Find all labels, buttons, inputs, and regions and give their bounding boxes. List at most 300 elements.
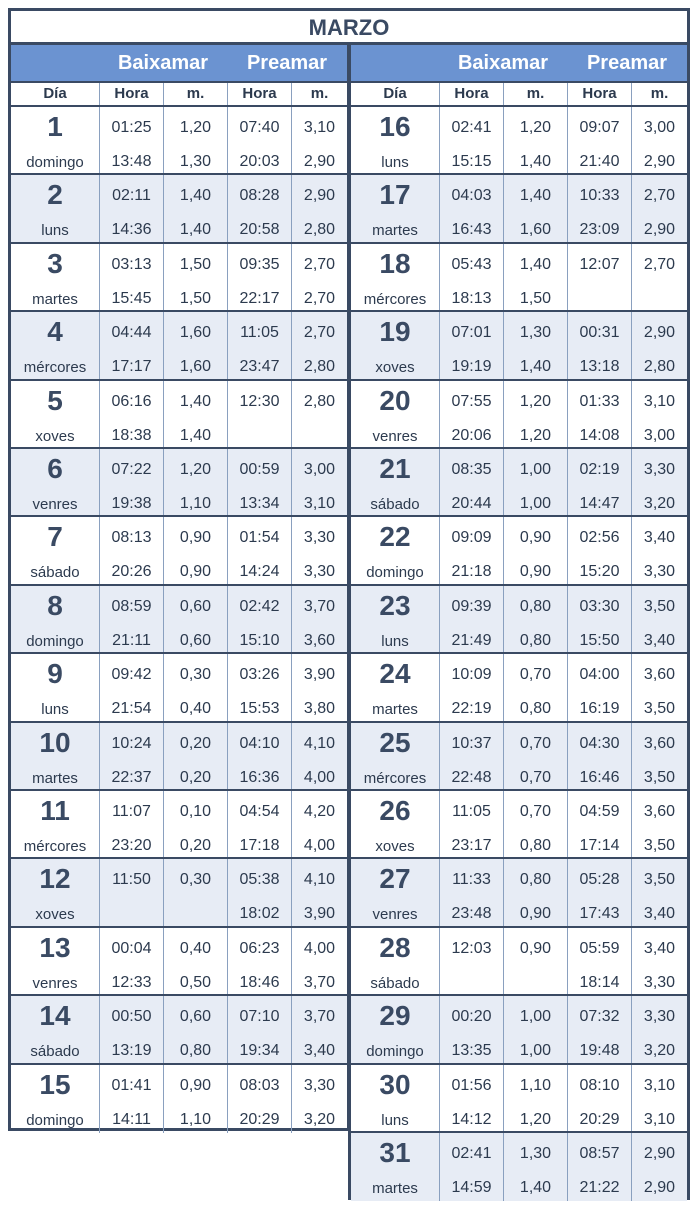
high-tide-time-cell	[227, 859, 291, 925]
low-tide-height: 0,20	[179, 734, 212, 752]
day-row	[351, 928, 687, 996]
low-tide-height: 1,40	[179, 187, 212, 205]
column-header-row	[11, 81, 347, 107]
low-tide-time-cell	[99, 381, 163, 447]
dia-header: Día	[43, 85, 67, 102]
high-tide-time-cell	[227, 928, 291, 994]
preamar-header: Preamar	[246, 52, 328, 74]
low-tide-time: 14:12	[451, 1110, 492, 1128]
high-tide-height-cell	[631, 654, 687, 720]
low-tide-height-cell	[163, 449, 227, 515]
weekday-name: venres	[372, 427, 418, 445]
high-tide-height-cell	[291, 928, 347, 994]
day-cell	[351, 723, 439, 789]
day-cell	[11, 586, 99, 652]
high-tide-height-cell	[631, 517, 687, 583]
high-tide-height-cell	[631, 107, 687, 173]
day-number: 1	[47, 111, 63, 142]
day-number: 8	[47, 589, 63, 621]
day-cell	[351, 1065, 439, 1131]
day-row	[351, 1065, 687, 1133]
weekday-name: sábado	[30, 564, 80, 582]
high-tide-time: 18:14	[579, 973, 620, 991]
high-tide-time-cell	[227, 586, 291, 652]
high-tide-height: 2,90	[643, 324, 676, 342]
low-tide-height-cell	[503, 996, 567, 1062]
low-tide-height-cell	[503, 1065, 567, 1131]
low-tide-height: 0,20	[179, 837, 212, 854]
high-tide-time-cell	[567, 517, 631, 583]
month-title: MARZO	[8, 8, 690, 42]
low-tide-height: 0,80	[519, 631, 552, 649]
low-tide-height: 0,60	[179, 1008, 212, 1026]
high-tide-height: 3,80	[303, 700, 336, 718]
weekday-name: domingo	[366, 1043, 424, 1061]
low-tide-time: 10:37	[451, 734, 492, 752]
high-tide-time: 04:30	[579, 734, 620, 752]
low-tide-time-cell	[439, 107, 503, 173]
low-tide-height: 0,70	[519, 803, 552, 820]
high-tide-height: 3,40	[303, 1042, 336, 1060]
low-tide-height: 0,70	[519, 666, 552, 684]
high-tide-time: 23:09	[579, 221, 620, 239]
high-tide-time-cell	[567, 312, 631, 378]
day-row	[351, 1133, 687, 1201]
high-tide-height: 3,60	[643, 803, 676, 820]
day-row	[11, 996, 347, 1064]
high-tide-time: 03:30	[579, 597, 620, 615]
high-tide-time-cell	[227, 723, 291, 789]
low-tide-height-cell	[163, 996, 227, 1062]
day-row	[351, 996, 687, 1064]
day-cell	[11, 654, 99, 720]
high-tide-height: 2,70	[643, 187, 676, 205]
low-tide-height-cell	[503, 517, 567, 583]
weekday-name: xoves	[375, 359, 415, 377]
high-tide-height: 3,00	[643, 426, 676, 444]
high-tide-height: 2,90	[303, 187, 336, 205]
low-tide-time-cell	[99, 654, 163, 720]
low-tide-height: 1,40	[519, 187, 552, 205]
day-number: 2	[47, 179, 63, 211]
high-tide-height-cell	[291, 381, 347, 447]
low-tide-height: 1,50	[519, 289, 552, 307]
day-row	[11, 517, 347, 585]
weekday-name: luns	[41, 222, 69, 240]
low-tide-height: 1,30	[179, 153, 212, 170]
high-tide-height: 3,00	[643, 119, 676, 136]
low-tide-time: 09:09	[451, 529, 492, 547]
high-tide-height: 3,90	[303, 905, 336, 923]
low-tide-time-cell	[439, 1133, 503, 1201]
high-tide-time: 07:32	[579, 1008, 620, 1026]
low-tide-height: 1,20	[179, 461, 212, 478]
high-tide-height: 4,00	[303, 837, 336, 854]
high-tide-time: 05:28	[579, 871, 620, 889]
high-tide-height: 3,50	[643, 837, 676, 854]
day-number: 22	[379, 521, 411, 553]
high-tide-height: 3,60	[303, 631, 336, 649]
high-tide-height: 3,70	[303, 1008, 336, 1026]
low-tide-time: 06:16	[111, 392, 152, 410]
high-tide-time-cell	[567, 449, 631, 515]
high-tide-time-cell	[567, 723, 631, 789]
m-header: m.	[291, 83, 347, 105]
low-tide-time-cell	[439, 517, 503, 583]
low-tide-time-cell	[439, 723, 503, 789]
low-tide-height: 0,90	[179, 1076, 212, 1094]
day-cell	[11, 381, 99, 447]
high-tide-time: 20:58	[239, 221, 280, 239]
high-tide-time: 04:59	[579, 803, 620, 820]
low-tide-height: 1,40	[519, 358, 552, 376]
high-tide-time-cell	[227, 654, 291, 720]
high-tide-height: 3,50	[643, 871, 676, 889]
high-tide-height: 3,30	[303, 563, 336, 581]
high-tide-time-cell	[227, 381, 291, 447]
low-tide-height: 1,00	[519, 1008, 552, 1026]
high-tide-height-cell	[291, 723, 347, 789]
high-tide-time: 01:33	[579, 392, 620, 410]
low-tide-height: 1,60	[179, 358, 212, 376]
high-tide-height-cell	[631, 312, 687, 378]
low-tide-height: 0,30	[179, 666, 212, 684]
low-tide-time-cell	[439, 381, 503, 447]
low-tide-time: 15:15	[451, 153, 492, 170]
weekday-name: sábado	[370, 496, 420, 513]
weekday-name: venres	[372, 906, 418, 924]
high-tide-time: 20:29	[579, 1110, 620, 1128]
high-tide-time: 05:38	[239, 871, 280, 889]
high-tide-time: 06:23	[239, 939, 280, 957]
day-row	[11, 312, 347, 380]
high-tide-height: 4,10	[303, 734, 336, 752]
high-tide-height: 3,10	[643, 1076, 676, 1094]
low-tide-time: 00:04	[111, 939, 152, 957]
low-tide-time-cell	[99, 107, 163, 173]
low-tide-height: 1,00	[519, 461, 552, 478]
high-tide-time: 17:14	[579, 837, 620, 854]
high-tide-height: 3,20	[643, 1042, 676, 1060]
low-tide-height: 0,90	[179, 529, 212, 547]
day-cell	[11, 175, 99, 241]
day-row	[11, 586, 347, 654]
high-tide-height-cell	[631, 1133, 687, 1201]
high-tide-time-cell	[567, 107, 631, 173]
low-tide-height-cell	[163, 654, 227, 720]
hora-header: Hora	[567, 83, 631, 105]
high-tide-height: 3,40	[643, 905, 676, 923]
day-cell	[11, 791, 99, 857]
high-tide-time: 21:40	[579, 153, 620, 170]
low-tide-height-cell	[503, 449, 567, 515]
low-tide-time: 03:13	[111, 255, 152, 273]
low-tide-time: 20:06	[451, 426, 492, 444]
high-tide-height-cell	[291, 244, 347, 310]
baixamar-header: Baixamar	[117, 52, 209, 74]
low-tide-time: 21:54	[111, 700, 152, 718]
low-tide-height: 1,20	[519, 392, 552, 410]
day-row	[11, 723, 347, 791]
day-cell	[351, 107, 439, 173]
high-tide-height: 3,30	[643, 1008, 676, 1026]
low-tide-height-cell	[163, 859, 227, 925]
m-header: m.	[631, 83, 687, 105]
high-tide-time-cell	[567, 928, 631, 994]
high-tide-time: 16:46	[579, 768, 620, 786]
day-row	[351, 449, 687, 517]
low-tide-time-cell	[439, 449, 503, 515]
low-tide-height: 0,80	[519, 837, 552, 854]
weekday-name: mércores	[23, 838, 87, 855]
low-tide-height: 1,20	[519, 119, 552, 136]
high-tide-time: 20:03	[239, 153, 280, 170]
low-tide-time: 07:22	[111, 461, 152, 478]
low-tide-time-cell	[99, 517, 163, 583]
low-tide-height: 0,60	[179, 631, 212, 649]
low-tide-time: 19:38	[111, 495, 152, 512]
low-tide-time: 23:17	[451, 837, 492, 854]
high-tide-height: 3,30	[643, 461, 676, 478]
high-tide-time: 16:36	[239, 768, 280, 786]
low-tide-height: 1,50	[179, 289, 212, 307]
hora-header: Hora	[439, 83, 503, 105]
day-number: 15	[39, 1068, 71, 1100]
high-tide-time-cell	[567, 381, 631, 447]
low-tide-time: 23:20	[111, 837, 152, 854]
high-tide-height: 3,10	[303, 495, 336, 512]
low-tide-height: 1,40	[179, 392, 212, 410]
low-tide-time: 00:50	[111, 1008, 152, 1026]
low-tide-height: 0,80	[519, 871, 552, 889]
high-tide-height: 3,50	[643, 768, 676, 786]
weekday-name: mércores	[23, 359, 87, 377]
low-tide-time-cell	[439, 996, 503, 1062]
weekday-name: xoves	[375, 838, 415, 855]
high-tide-time-cell	[227, 996, 291, 1062]
low-tide-time: 09:39	[451, 597, 492, 615]
high-tide-height-cell	[291, 654, 347, 720]
day-number: 23	[379, 589, 411, 621]
low-tide-time: 20:26	[111, 563, 152, 581]
day-row	[11, 791, 347, 859]
day-row	[351, 586, 687, 654]
low-tide-time: 11:50	[112, 871, 151, 889]
low-tide-height: 1,30	[519, 324, 552, 342]
high-tide-time: 08:57	[579, 1145, 620, 1162]
low-tide-time: 11:33	[452, 871, 491, 889]
low-tide-time: 11:07	[112, 803, 151, 820]
weekday-name: martes	[372, 222, 418, 240]
low-tide-time: 22:19	[451, 700, 492, 718]
high-tide-height: 3,10	[643, 1110, 676, 1128]
high-tide-time-cell	[227, 791, 291, 857]
high-tide-time-cell	[227, 175, 291, 241]
high-tide-time: 19:34	[239, 1042, 280, 1060]
low-tide-time: 22:48	[451, 768, 492, 786]
low-tide-height-cell	[163, 723, 227, 789]
high-tide-time: 05:59	[579, 939, 620, 957]
low-tide-height: 1,20	[519, 1110, 552, 1128]
weekday-name: sábado	[370, 974, 420, 992]
low-tide-height: 1,20	[179, 119, 212, 136]
m-header: m.	[503, 83, 567, 105]
weekday-name: luns	[41, 701, 69, 719]
low-tide-time-cell	[439, 244, 503, 310]
low-tide-time: 00:20	[451, 1008, 492, 1026]
low-tide-height-cell	[503, 859, 567, 925]
preamar-header: Preamar	[586, 52, 668, 74]
day-number: 9	[47, 658, 63, 690]
high-tide-time: 04:54	[239, 803, 280, 820]
high-tide-time: 02:56	[579, 529, 620, 547]
low-tide-height-cell	[503, 928, 567, 994]
high-tide-time: 00:59	[239, 461, 280, 478]
day-number: 13	[39, 931, 71, 963]
high-tide-height-cell	[631, 996, 687, 1062]
high-tide-height: 2,70	[303, 255, 336, 273]
day-cell	[351, 928, 439, 994]
day-cell	[351, 859, 439, 925]
high-tide-time-cell	[567, 654, 631, 720]
low-tide-height: 1,20	[519, 426, 552, 444]
weekday-name: domingo	[26, 1111, 84, 1129]
low-tide-height: 1,10	[519, 1076, 552, 1094]
low-tide-height-cell	[163, 107, 227, 173]
high-tide-time-cell	[567, 859, 631, 925]
low-tide-height-cell	[163, 381, 227, 447]
group-header-row	[351, 45, 687, 81]
low-tide-time-cell	[439, 928, 503, 994]
low-tide-time: 18:13	[451, 289, 492, 307]
high-tide-time: 08:28	[239, 187, 280, 205]
high-tide-height-cell	[631, 381, 687, 447]
low-tide-time-cell	[99, 586, 163, 652]
high-tide-time: 10:33	[579, 187, 620, 205]
low-tide-time: 21:11	[112, 631, 151, 649]
day-number: 21	[379, 453, 411, 484]
high-tide-height-cell	[631, 859, 687, 925]
weekday-name: sábado	[30, 1043, 80, 1061]
dia-header: Día	[383, 85, 407, 102]
day-number: 14	[39, 1000, 71, 1032]
high-tide-height: 3,60	[643, 666, 676, 684]
high-tide-time-cell	[567, 791, 631, 857]
low-tide-time-cell	[99, 449, 163, 515]
low-tide-time: 18:38	[111, 426, 152, 444]
day-cell	[351, 381, 439, 447]
low-tide-height-cell	[503, 107, 567, 173]
low-tide-height: 1,00	[519, 1042, 552, 1060]
high-tide-time: 12:07	[579, 255, 620, 273]
low-tide-time: 07:55	[451, 392, 492, 410]
low-tide-time: 04:03	[451, 187, 492, 205]
tide-table	[8, 8, 690, 1200]
high-tide-time-cell	[227, 312, 291, 378]
day-cell	[11, 723, 99, 789]
weekday-name: martes	[372, 701, 418, 719]
weekday-name: mércores	[363, 769, 427, 787]
day-cell	[351, 244, 439, 310]
weekday-name: xoves	[35, 427, 75, 445]
day-cell	[11, 312, 99, 378]
low-tide-time: 04:44	[111, 324, 152, 342]
high-tide-height: 2,90	[643, 1145, 676, 1162]
low-tide-height-cell	[163, 244, 227, 310]
high-tide-time: 08:10	[579, 1076, 620, 1094]
day-number: 3	[47, 247, 63, 279]
baixamar-header: Baixamar	[457, 52, 549, 74]
low-tide-height: 1,00	[519, 495, 552, 512]
low-tide-time: 08:59	[111, 597, 152, 615]
low-tide-time-cell	[99, 312, 163, 378]
low-tide-height: 0,80	[519, 700, 552, 718]
day-row	[11, 1065, 347, 1133]
day-row	[351, 107, 687, 175]
day-row	[11, 928, 347, 996]
high-tide-time: 04:10	[239, 734, 280, 752]
high-tide-height: 2,90	[303, 153, 336, 170]
low-tide-height: 0,50	[179, 973, 212, 991]
day-number: 26	[379, 795, 411, 826]
low-tide-time-cell	[99, 791, 163, 857]
high-tide-time: 14:08	[579, 426, 620, 444]
high-tide-height: 3,40	[643, 529, 676, 547]
day-cell	[351, 1133, 439, 1201]
low-tide-height-cell	[163, 517, 227, 583]
high-tide-time: 07:10	[239, 1008, 280, 1026]
high-tide-height: 3,30	[303, 1076, 336, 1094]
high-tide-time: 17:43	[579, 905, 620, 923]
low-tide-height: 0,90	[179, 563, 212, 581]
day-number: 12	[39, 863, 71, 895]
high-tide-time-cell	[227, 449, 291, 515]
high-tide-time: 18:46	[239, 973, 280, 991]
day-cell	[351, 654, 439, 720]
low-tide-time-cell	[439, 654, 503, 720]
low-tide-time: 13:35	[451, 1042, 492, 1060]
high-tide-height-cell	[631, 244, 687, 310]
low-tide-height: 1,10	[179, 495, 212, 512]
tide-table-right-half	[348, 42, 690, 1200]
high-tide-time: 04:00	[579, 666, 620, 684]
low-tide-height: 0,90	[519, 529, 552, 547]
high-tide-height: 2,80	[643, 358, 676, 376]
high-tide-height: 4,00	[303, 939, 336, 957]
low-tide-time-cell	[439, 175, 503, 241]
day-row	[11, 381, 347, 449]
low-tide-time: 01:56	[451, 1076, 492, 1094]
day-number: 17	[379, 179, 411, 211]
low-tide-time-cell	[99, 1065, 163, 1133]
weekday-name: xoves	[35, 906, 75, 924]
low-tide-time-cell	[99, 928, 163, 994]
high-tide-time: 02:42	[239, 597, 280, 615]
day-cell	[351, 312, 439, 378]
low-tide-time: 23:48	[451, 905, 492, 923]
weekday-name: luns	[381, 1111, 409, 1129]
high-tide-height: 3,30	[303, 529, 336, 547]
low-tide-time: 12:33	[111, 973, 152, 991]
day-row	[11, 654, 347, 722]
day-cell	[351, 449, 439, 515]
high-tide-time: 01:54	[239, 529, 280, 547]
low-tide-height: 1,40	[179, 221, 212, 239]
low-tide-height-cell	[503, 312, 567, 378]
low-tide-time: 12:03	[451, 939, 492, 957]
low-tide-time: 07:01	[451, 324, 492, 342]
group-header-row	[11, 45, 347, 81]
